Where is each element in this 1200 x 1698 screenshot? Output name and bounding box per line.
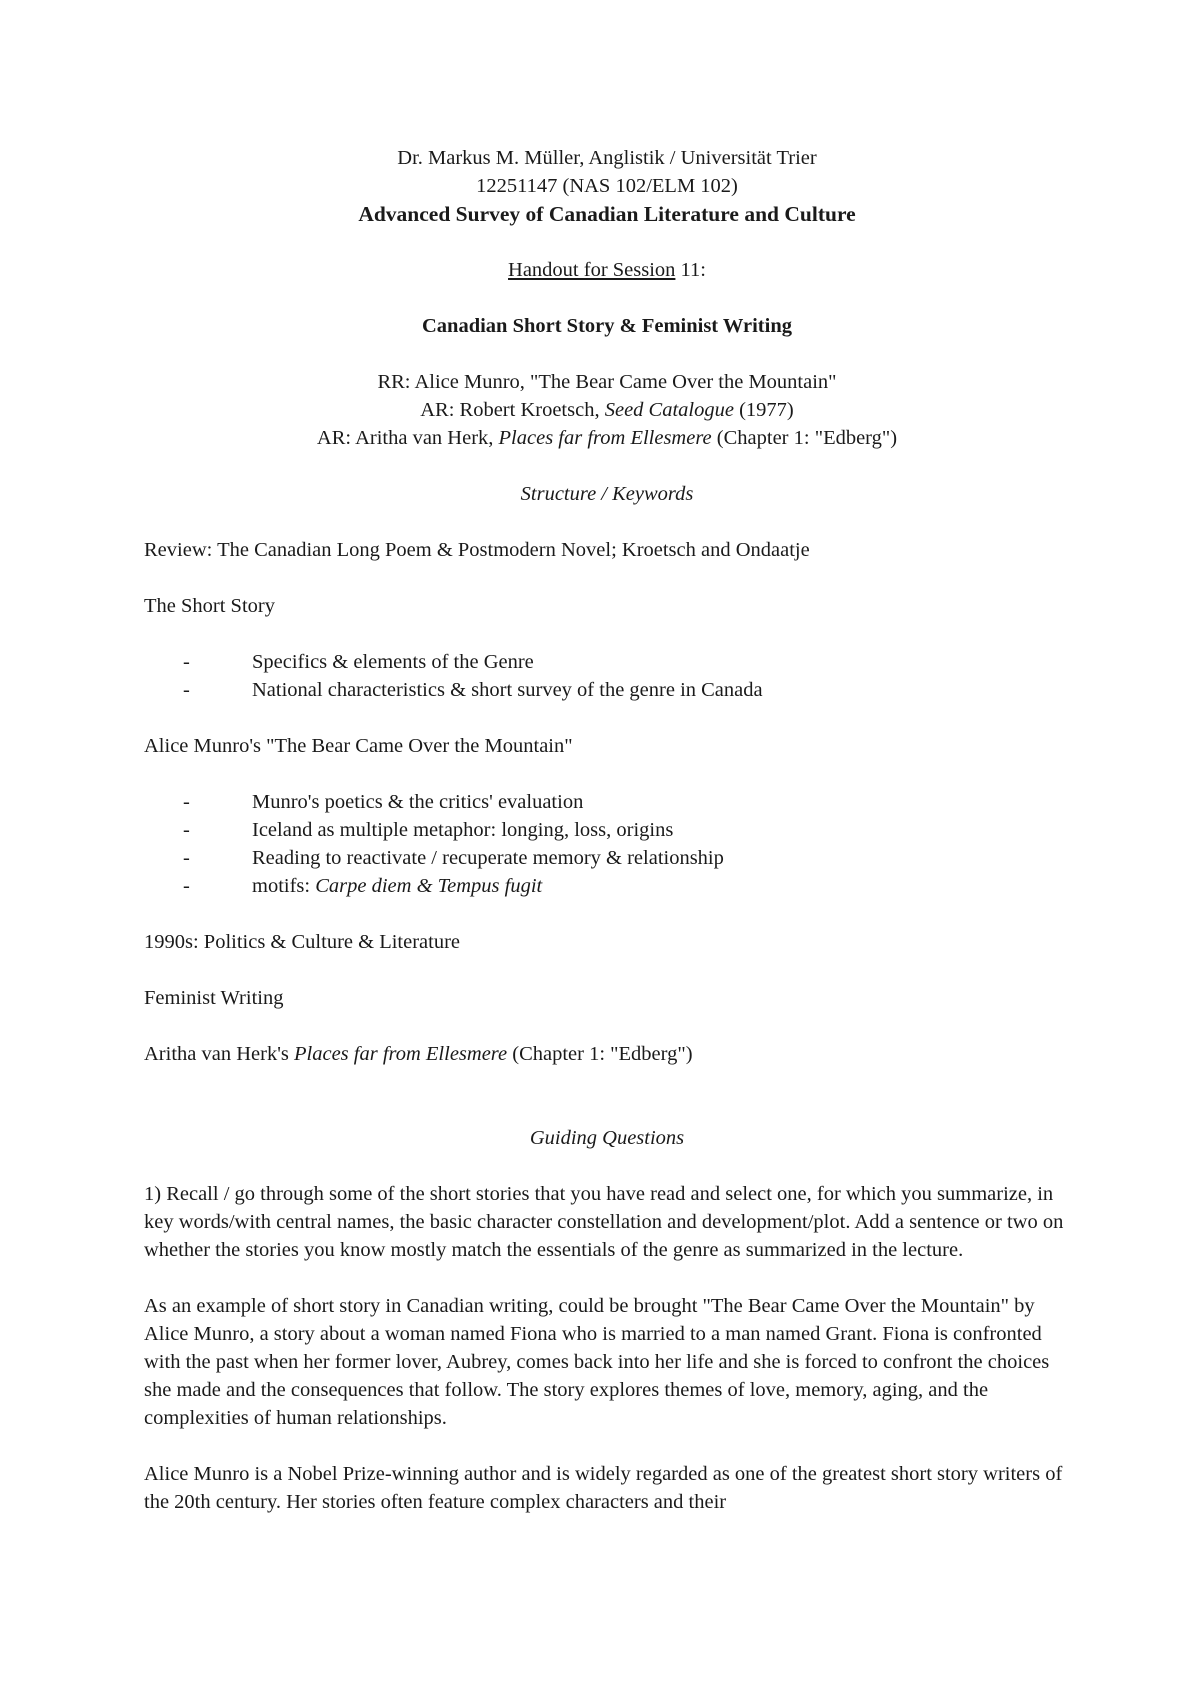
- munro-heading: Alice Munro's "The Bear Came Over the Mountain": [144, 735, 573, 757]
- session-number: 11:: [675, 259, 706, 281]
- reading-ar-kroetsch: AR: Robert Kroetsch, Seed Catalogue (1977): [420, 399, 794, 421]
- course-code: 12251147 (NAS 102/ELM 102): [476, 175, 738, 197]
- course-title: Advanced Survey of Canadian Literature and Culture: [358, 202, 856, 226]
- list-item: - Specifics & elements of the Genre: [183, 651, 534, 673]
- answer-paragraph-1: As an example of short story in Canadian writing, could be brought "The Bear Came Over the Mountain" by Alice Munro, a story about a woman named Fiona who is married to a man named Grant. Fiona is confronted with the past when her former lover, Aubrey, comes back into her life and she is forced to confront the choices she made and the consequences that follow. The story explores themes of love, memory, aging, and the complexities of human relationships.: [144, 1295, 1050, 1429]
- reading-rr: RR: Alice Munro, "The Bear Came Over the Mountain": [377, 371, 837, 393]
- handout-label: Handout for Session: [508, 259, 676, 281]
- answer-paragraph-2: Alice Munro is a Nobel Prize-winning author and is widely regarded as one of the greatest short story writers of the 20th century. Her stories often feature complex characters and their: [144, 1463, 1063, 1513]
- list-item: - Iceland as multiple metaphor: longing, loss, origins: [183, 819, 674, 841]
- guiding-questions-heading: Guiding Questions: [529, 1127, 685, 1149]
- session-title: Canadian Short Story & Feminist Writing: [422, 315, 792, 337]
- review-line: Review: The Canadian Long Poem & Postmodern Novel; Kroetsch and Ondaatje: [144, 539, 810, 561]
- structure-heading: Structure / Keywords: [520, 483, 694, 505]
- munro-list: [144, 788, 1070, 900]
- question-1: 1) Recall / go through some of the short stories that you have read and select one, for which you summarize, in key words/with central names, the basic character constellation and development/plot. Add a sentence or two on whether the stories you know mostly match the essentials of the genre as summarized in the lecture.: [144, 1183, 1064, 1261]
- feminist-line: Feminist Writing: [144, 987, 284, 1009]
- short-story-heading: The Short Story: [144, 595, 275, 617]
- list-item: - motifs: Carpe diem & Tempus fugit: [183, 875, 543, 897]
- list-item: - Reading to reactivate / recuperate memory & relationship: [183, 847, 724, 869]
- author-line: Dr. Markus M. Müller, Anglistik / Universität Trier: [397, 147, 817, 169]
- document-header: [144, 144, 1070, 508]
- handout-line: [144, 256, 1070, 284]
- van-herk-line: Aritha van Herk's Places far from Ellesmere (Chapter 1: "Edberg"): [144, 1043, 693, 1065]
- list-item: - Munro's poetics & the critics' evaluation: [183, 791, 584, 813]
- nineties-line: 1990s: Politics & Culture & Literature: [144, 931, 460, 953]
- list-item: - National characteristics & short survey of the genre in Canada: [183, 679, 763, 701]
- short-story-list: [144, 648, 1070, 704]
- reading-ar-van-herk: AR: Aritha van Herk, Places far from Ellesmere (Chapter 1: "Edberg"): [316, 427, 898, 449]
